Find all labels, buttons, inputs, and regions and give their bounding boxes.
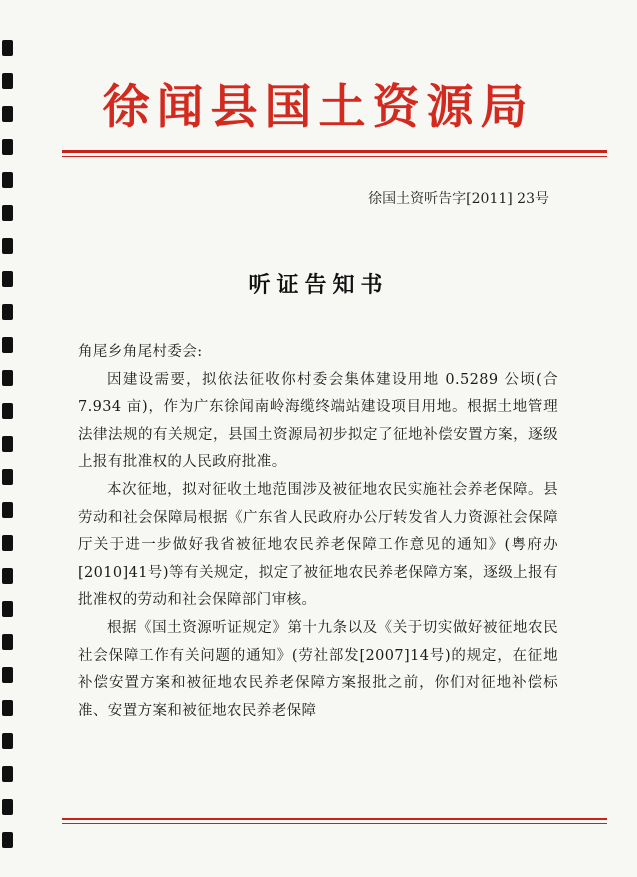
binding-hole [2, 403, 13, 419]
salutation: 角尾乡角尾村委会: [78, 344, 203, 360]
agency-header: 徐闻县国土资源局 [102, 80, 535, 135]
document-title: 听证告知书 [248, 272, 389, 298]
binding-hole [2, 535, 13, 551]
paragraph: 根据《国土资源听证规定》第十九条以及《关于切实做好被征地农民社会保障工作有关问题的通知》(劳社部发[2007]14号)的规定，在征地补偿安置方案和被征地农民养老保障方案报批之前，你们对征地补偿标准、安置方案和被征地农民养老保障 [78, 619, 558, 719]
binding-hole [2, 469, 13, 485]
binding-hole [2, 436, 13, 452]
binding-hole [2, 139, 13, 155]
binding-hole [2, 370, 13, 386]
binding-hole [2, 238, 13, 254]
binding-hole [2, 304, 13, 320]
paragraph: 因建设需要，拟依法征收你村委会集体建设用地 0.5289 公顷(合 7.934 亩)，作为广东徐闻南岭海缆终端站建设项目用地。根据土地管理法律法规的有关规定，县国土资源局初步拟定了征地补偿安置方案，逐级上报有批准权的人民政府批准。 [78, 371, 558, 471]
document-number: 徐国土资听告字[2011] 23号 [368, 191, 549, 207]
binding-hole [2, 667, 13, 683]
binding-hole [2, 601, 13, 617]
footer-rule-thin [62, 823, 607, 824]
binding-hole [2, 205, 13, 221]
paragraph: 本次征地，拟对征收土地范围涉及被征地农民实施社会养老保障。县劳动和社会保障局根据《广东省人民政府办公厅转发省人力资源社会保障厅关于进一步做好我省被征地农民养老保障工作意见的通知》(粤府办[2010]41号)等有关规定，拟定了被征地农民养老保障方案，逐级上报有批准权的劳动和社会保障部门审核。 [78, 481, 558, 609]
binding-hole [2, 799, 13, 815]
binding-hole [2, 700, 13, 716]
binding-holes [2, 40, 14, 870]
binding-hole [2, 766, 13, 782]
binding-hole [2, 172, 13, 188]
binding-hole [2, 502, 13, 518]
binding-hole [2, 832, 13, 848]
header-rule-thin [62, 156, 607, 157]
header-rule-thick [62, 150, 607, 153]
binding-hole [2, 634, 13, 650]
binding-hole [2, 568, 13, 584]
binding-hole [2, 337, 13, 353]
binding-hole [2, 733, 13, 749]
binding-hole [2, 40, 13, 56]
document-body [78, 339, 558, 725]
footer-rule-thick [62, 818, 607, 820]
